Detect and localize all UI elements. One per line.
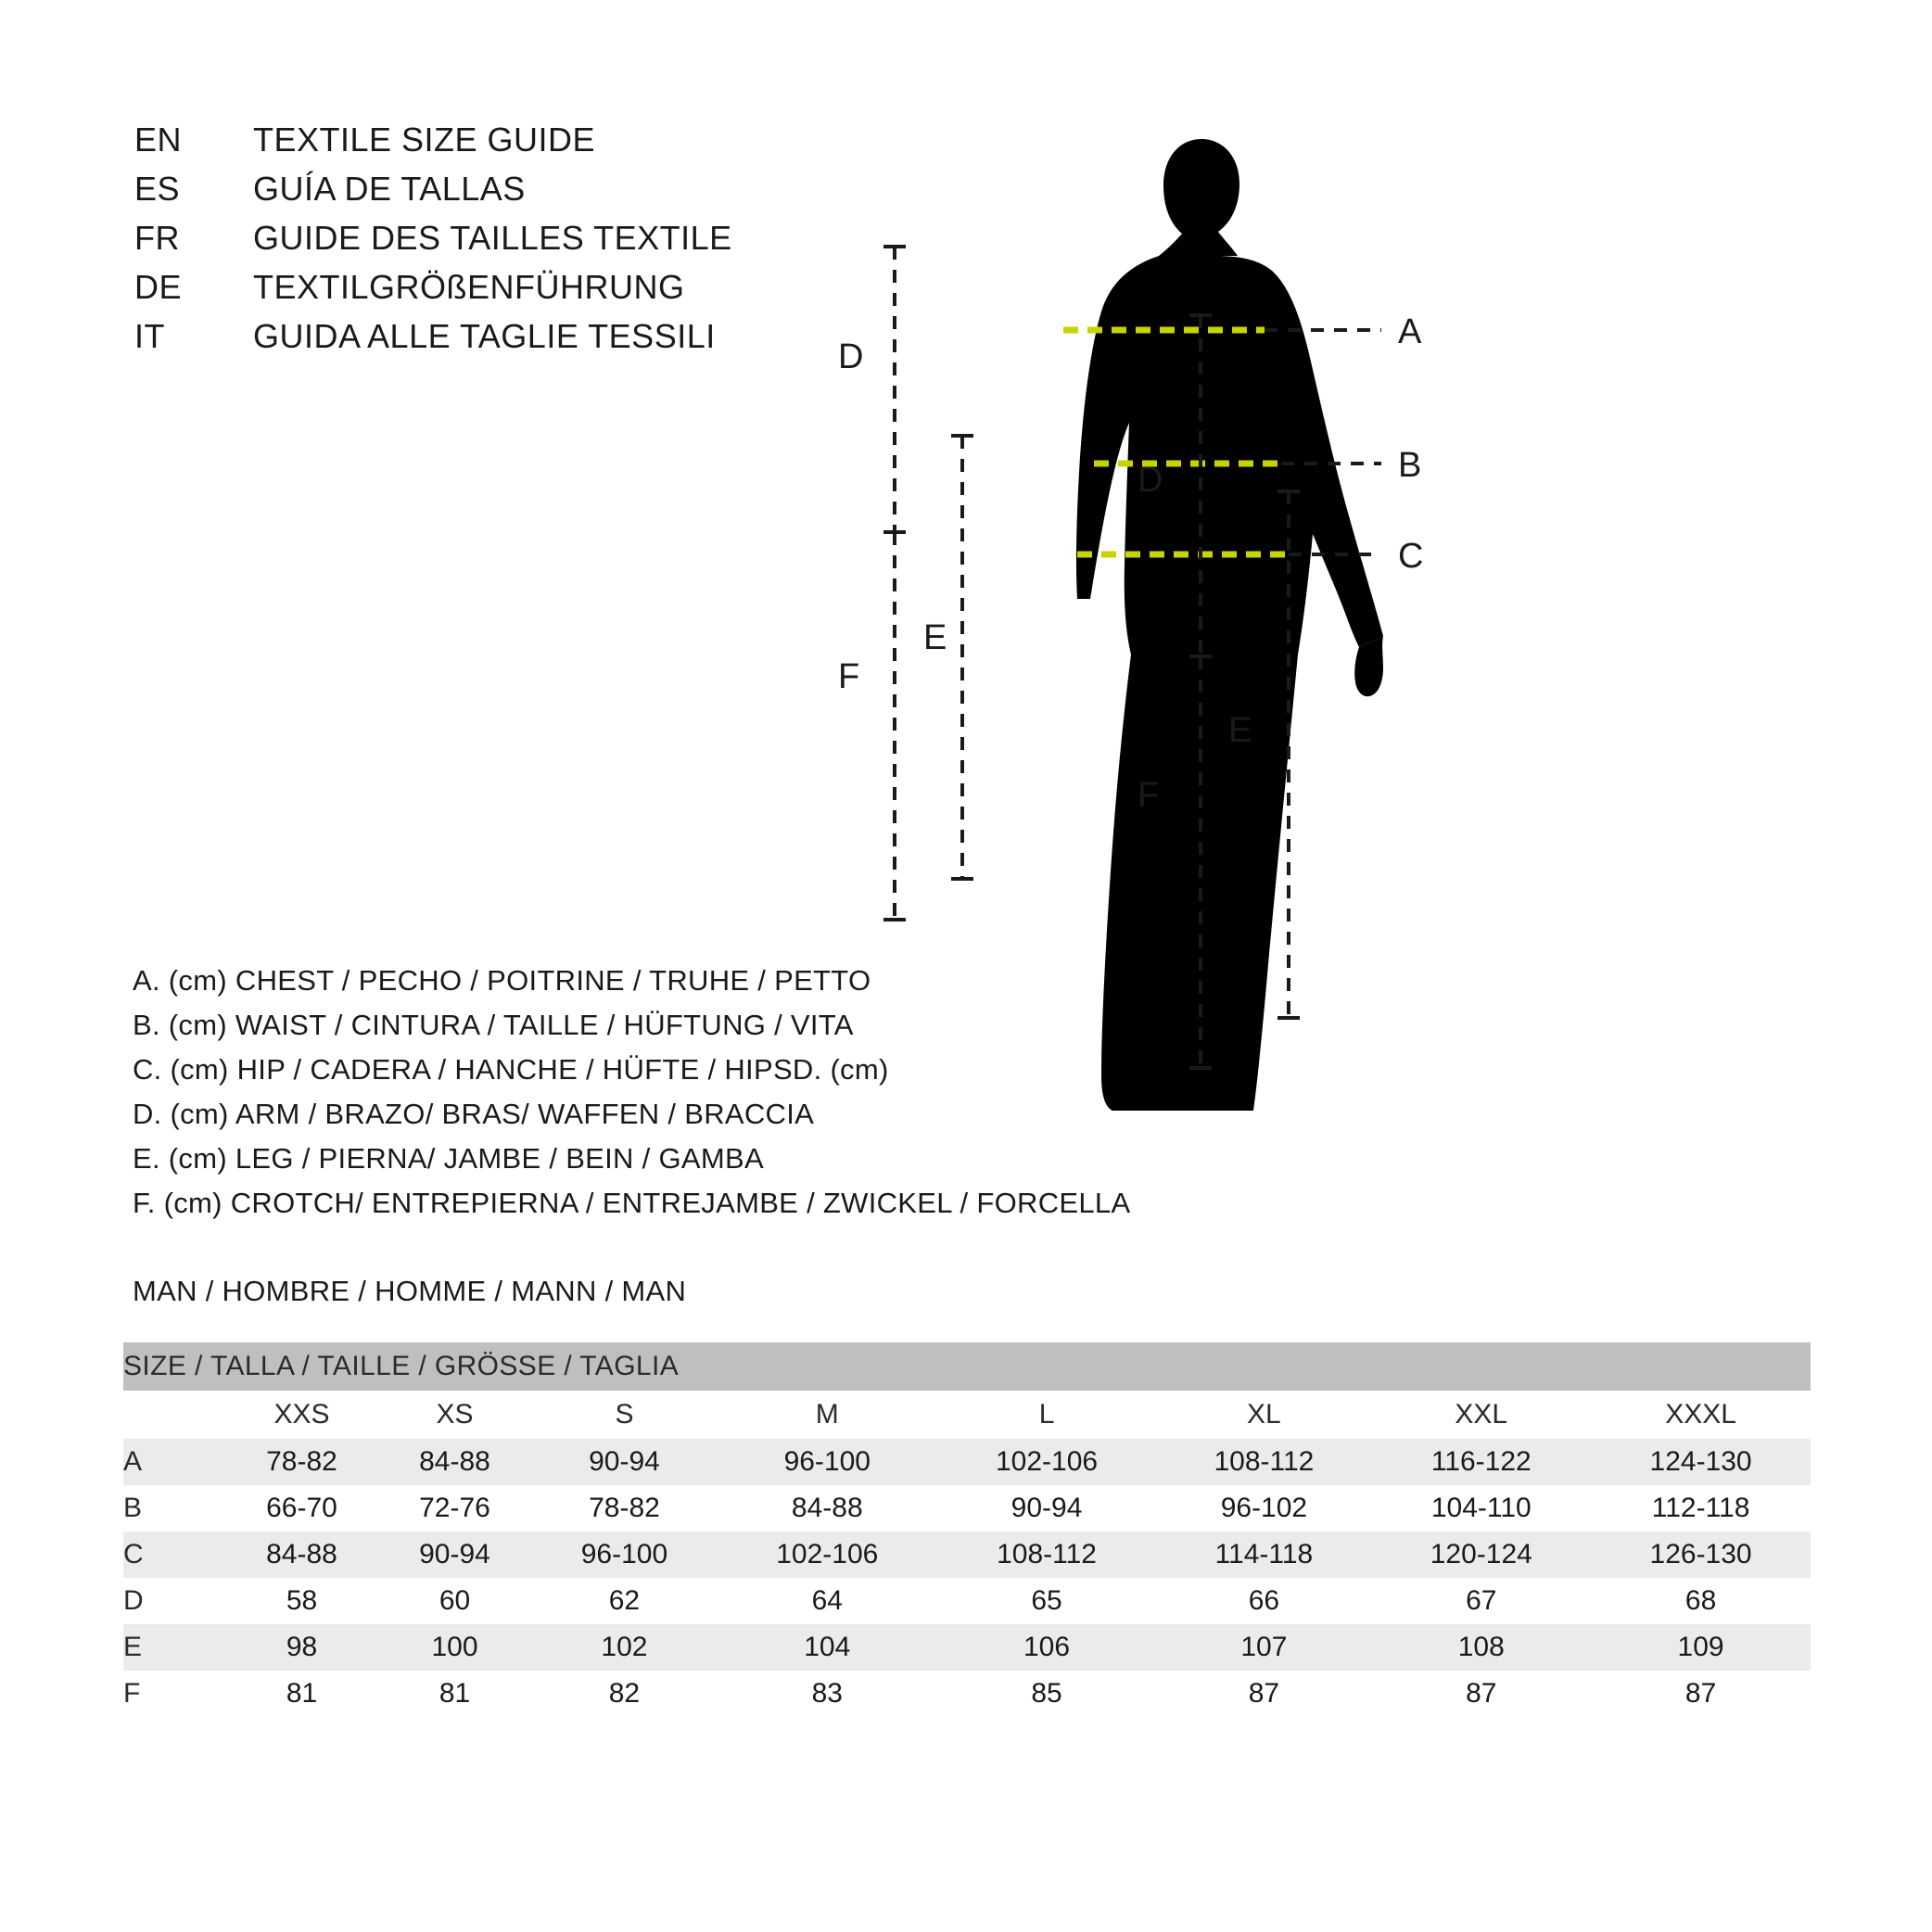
row-label-b: B	[123, 1493, 143, 1523]
cell-b-xxs: 66-70	[266, 1493, 337, 1523]
col-header-xxs: XXS	[225, 1391, 378, 1439]
cell-a-xxxl: 124-130	[1591, 1439, 1811, 1485]
table-caption-row	[123, 1342, 1811, 1391]
cell-e-l: 106	[937, 1624, 1157, 1671]
cell-b-m: 84-88	[791, 1493, 863, 1523]
cell-e-s: 102	[531, 1624, 718, 1671]
title-row	[134, 219, 969, 258]
col-header-xxxl: XXXL	[1591, 1391, 1811, 1439]
col-header-xs: XS	[378, 1391, 531, 1439]
cell-a-xs: 84-88	[378, 1439, 531, 1485]
cell-d-s: 62	[608, 1585, 641, 1616]
cell-c-xxxl: 126-130	[1591, 1532, 1811, 1578]
title-block	[134, 121, 969, 366]
title-row	[134, 121, 969, 159]
title-text-fr: GUIDE DES TAILLES TEXTILE	[253, 219, 732, 257]
corner-cell	[123, 1391, 225, 1439]
cell-b-xl: 96-102	[1220, 1493, 1308, 1523]
cell-a-xl: 108-112	[1156, 1439, 1371, 1485]
legend-item-e: E. (cm) LEG / PIERNA/ JAMBE / BEIN / GAMBA	[133, 1142, 764, 1175]
title-lang-es: ES	[134, 170, 181, 208]
cell-e-xl: 107	[1156, 1624, 1371, 1671]
cell-d-xxl: 67	[1466, 1585, 1497, 1616]
table-header-row	[123, 1391, 1811, 1439]
label-c: C	[1398, 537, 1424, 576]
cell-b-s: 78-82	[589, 1493, 660, 1523]
col-header-l: L	[937, 1391, 1157, 1439]
title-lang-de: DE	[134, 268, 183, 306]
label-b: B	[1398, 446, 1422, 485]
cell-a-xxl: 116-122	[1371, 1439, 1591, 1485]
cell-c-s: 96-100	[531, 1532, 718, 1578]
table-row	[123, 1532, 1811, 1578]
cell-a-m: 96-100	[718, 1439, 937, 1485]
cell-a-xxs: 78-82	[225, 1439, 378, 1485]
table-row	[123, 1578, 1811, 1624]
cell-f-xxs: 81	[286, 1678, 318, 1709]
cell-c-m: 102-106	[718, 1532, 937, 1578]
legend-item-d: D. (cm) ARM / BRAZO/ BRAS/ WAFFEN / BRACCIA	[133, 1098, 815, 1130]
col-header-xl: XL	[1156, 1391, 1371, 1439]
label-d: D	[838, 337, 864, 376]
label-f: F	[838, 657, 860, 696]
cell-b-xxl: 104-110	[1430, 1493, 1532, 1523]
row-label-e: E	[123, 1624, 225, 1671]
table-caption: SIZE / TALLA / TAILLE / GRÖSSE / TAGLIA	[123, 1342, 1811, 1391]
row-label-a: A	[123, 1439, 225, 1485]
cell-f-m: 83	[811, 1678, 843, 1709]
cell-e-xxs: 98	[225, 1624, 378, 1671]
cell-c-xxl: 120-124	[1371, 1532, 1591, 1578]
label-a: A	[1398, 312, 1422, 351]
legend-item-a: A. (cm) CHEST / PECHO / POITRINE / TRUHE / PETTO	[133, 964, 871, 997]
title-text-es: GUÍA DE TALLAS	[253, 170, 526, 208]
cell-c-l: 108-112	[937, 1532, 1157, 1578]
row-label-c: C	[123, 1532, 225, 1578]
cell-b-xs: 72-76	[419, 1493, 490, 1523]
size-chart-table	[123, 1342, 1811, 1717]
row-label-f: F	[123, 1678, 141, 1709]
cell-a-l: 102-106	[937, 1439, 1157, 1485]
cell-f-xxxl: 87	[1684, 1678, 1717, 1709]
label-e: E	[923, 618, 947, 657]
cell-d-m: 64	[811, 1585, 843, 1616]
cell-f-xl: 87	[1248, 1678, 1280, 1709]
cell-e-m: 104	[718, 1624, 937, 1671]
title-lang-en: EN	[134, 121, 183, 159]
legend-item-b: B. (cm) WAIST / CINTURA / TAILLE / HÜFTUNG / VITA	[133, 1009, 854, 1041]
dimension-brackets	[1052, 278, 1701, 1224]
cell-d-xxs: 58	[286, 1585, 318, 1616]
cell-e-xxxl: 109	[1591, 1624, 1811, 1671]
legend-item-c: C. (cm) HIP / CADERA / HANCHE / HÜFTE / HIPSD. (cm)	[133, 1053, 889, 1086]
cell-c-xxs: 84-88	[225, 1532, 378, 1578]
col-header-xxl: XXL	[1371, 1391, 1591, 1439]
bracket-label-f: F	[1138, 776, 1160, 815]
table-row	[123, 1671, 1811, 1717]
legend-item-f: F. (cm) CROTCH/ ENTREPIERNA / ENTREJAMBE / ZWICKEL / FORCELLA	[133, 1187, 1131, 1219]
cell-c-xs: 90-94	[378, 1532, 531, 1578]
cell-f-s: 82	[608, 1678, 641, 1709]
gender-label: MAN / HOMBRE / HOMME / MANN / MAN	[133, 1275, 687, 1307]
cell-d-xxxl: 68	[1684, 1585, 1717, 1616]
row-label-d: D	[123, 1585, 144, 1616]
title-lang-fr: FR	[134, 219, 180, 257]
table-row	[123, 1485, 1811, 1532]
col-header-s: S	[531, 1391, 718, 1439]
cell-d-xl: 66	[1248, 1585, 1280, 1616]
cell-f-l: 85	[1031, 1678, 1062, 1709]
title-text-it: GUIDA ALLE TAGLIE TESSILI	[253, 317, 716, 355]
cell-f-xs: 81	[439, 1678, 471, 1709]
cell-e-xs: 100	[378, 1624, 531, 1671]
title-row	[134, 170, 969, 209]
cell-b-l: 90-94	[1010, 1493, 1083, 1523]
cell-a-s: 90-94	[531, 1439, 718, 1485]
title-text-en: TEXTILE SIZE GUIDE	[253, 121, 596, 159]
cell-c-xl: 114-118	[1156, 1532, 1371, 1578]
col-header-m: M	[718, 1391, 937, 1439]
table-row	[123, 1439, 1811, 1485]
table-row	[123, 1624, 1811, 1671]
cell-f-xxl: 87	[1466, 1678, 1497, 1709]
bracket-label-e: E	[1228, 711, 1252, 750]
cell-b-xxxl: 112-118	[1651, 1493, 1750, 1523]
cell-d-xs: 60	[439, 1585, 471, 1616]
title-lang-it: IT	[134, 317, 165, 355]
cell-d-l: 65	[1031, 1585, 1062, 1616]
cell-e-xxl: 108	[1371, 1624, 1591, 1671]
title-row	[134, 268, 969, 307]
title-text-de: TEXTILGRÖßENFÜHRUNG	[253, 268, 685, 306]
bracket-label-d: D	[1138, 461, 1163, 500]
